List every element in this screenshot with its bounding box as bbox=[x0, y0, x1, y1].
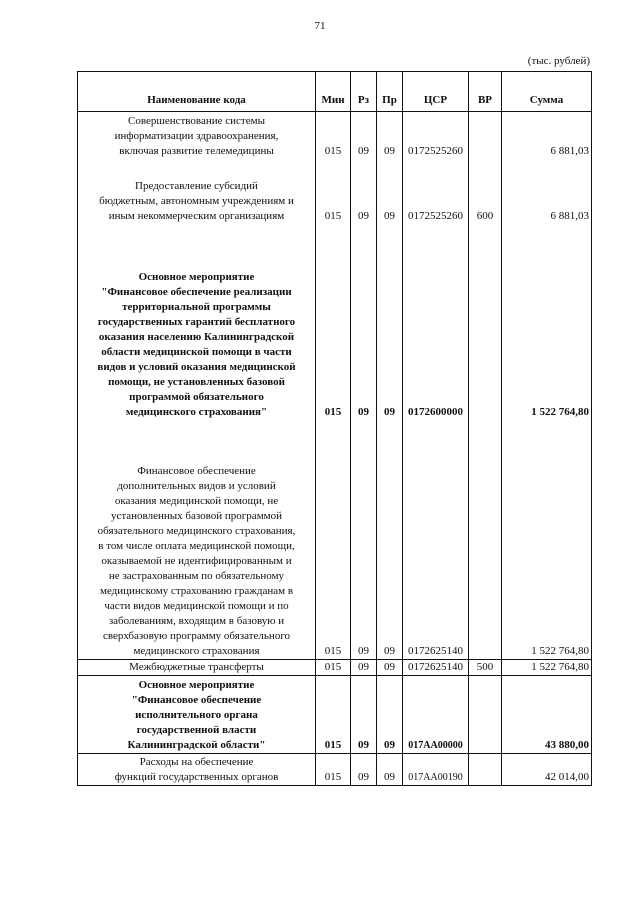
cell-name: Основное мероприятие "Финансовое обеспечение исполнительного органа государственной власти Калининградской области" bbox=[78, 676, 316, 754]
header-min: Мин bbox=[316, 72, 351, 112]
cell-sum: 43 880,00 bbox=[502, 676, 592, 754]
cell-csr: 0172625140 bbox=[403, 420, 469, 660]
cell-rz: 09 bbox=[351, 754, 377, 786]
header-pr: Пр bbox=[377, 72, 403, 112]
cell-pr: 09 bbox=[377, 676, 403, 754]
cell-rz: 09 bbox=[351, 224, 377, 420]
table-row bbox=[78, 676, 592, 754]
cell-sum: 6 881,03 bbox=[502, 112, 592, 159]
cell-min: 015 bbox=[316, 420, 351, 660]
header-sum: Сумма bbox=[502, 72, 592, 112]
cell-min: 015 bbox=[316, 112, 351, 159]
cell-rz: 09 bbox=[351, 112, 377, 159]
cell-vr bbox=[469, 224, 502, 420]
header-name: Наименование кода bbox=[78, 72, 316, 112]
cell-min: 015 bbox=[316, 224, 351, 420]
cell-csr: 0172525260 bbox=[403, 159, 469, 224]
cell-sum: 42 014,00 bbox=[502, 754, 592, 786]
table-row bbox=[78, 159, 592, 224]
cell-vr: 600 bbox=[469, 159, 502, 224]
cell-csr: 017АА00190 bbox=[403, 754, 469, 786]
cell-rz: 09 bbox=[351, 420, 377, 660]
cell-vr bbox=[469, 754, 502, 786]
cell-csr: 0172525260 bbox=[403, 112, 469, 159]
cell-pr: 09 bbox=[377, 159, 403, 224]
cell-name: Предоставление субсидий бюджетным, автономным учреждениям и иным некоммерческим организациям bbox=[78, 159, 316, 224]
cell-rz: 09 bbox=[351, 660, 377, 676]
cell-min: 015 bbox=[316, 159, 351, 224]
cell-rz: 09 bbox=[351, 159, 377, 224]
cell-min: 015 bbox=[316, 676, 351, 754]
cell-csr: 017АА00000 bbox=[403, 676, 469, 754]
cell-pr: 09 bbox=[377, 224, 403, 420]
cell-rz: 09 bbox=[351, 676, 377, 754]
table-header-row bbox=[78, 72, 592, 112]
cell-vr bbox=[469, 112, 502, 159]
table-row bbox=[78, 660, 592, 676]
cell-vr bbox=[469, 676, 502, 754]
table-row bbox=[78, 112, 592, 159]
header-rz: Рз bbox=[351, 72, 377, 112]
cell-name: Финансовое обеспечение дополнительных видов и условий оказания медицинской помощи, не установленных базовой программой обязательного медицинского страхования, в том числе оплата медицинской помощи, оказываемой не идентифицированным и не застрахованным по обязательному медицинскому страхованию гражданам в части видов медицинской помощи и по заболеваниям, входящим в базовую и сверхбазовую программу обязательного медицинского страхования bbox=[78, 420, 316, 660]
cell-pr: 09 bbox=[377, 660, 403, 676]
table-row bbox=[78, 754, 592, 786]
cell-vr bbox=[469, 420, 502, 660]
cell-min: 015 bbox=[316, 754, 351, 786]
cell-sum: 1 522 764,80 bbox=[502, 224, 592, 420]
table-row bbox=[78, 224, 592, 420]
table-row bbox=[78, 420, 592, 660]
cell-vr: 500 bbox=[469, 660, 502, 676]
cell-min: 015 bbox=[316, 660, 351, 676]
cell-sum: 1 522 764,80 bbox=[502, 420, 592, 660]
cell-pr: 09 bbox=[377, 420, 403, 660]
cell-csr: 0172600000 bbox=[403, 224, 469, 420]
cell-sum: 1 522 764,80 bbox=[502, 660, 592, 676]
cell-name: Совершенствование системы информатизации здравоохранения, включая развитие телемедицины bbox=[78, 112, 316, 159]
cell-sum: 6 881,03 bbox=[502, 159, 592, 224]
budget-table bbox=[77, 71, 592, 786]
page-number: 71 bbox=[314, 20, 326, 32]
units-label: (тыс. рублей) bbox=[527, 55, 590, 67]
header-vr: ВР bbox=[469, 72, 502, 112]
cell-pr: 09 bbox=[377, 754, 403, 786]
cell-csr: 0172625140 bbox=[403, 660, 469, 676]
cell-name: Основное мероприятие "Финансовое обеспечение реализации территориальной программы государственных гарантий бесплатного оказания населению Калининградской области медицинской помощи в части видов и условий оказания медицинской помощи, не установленных базовой программой обязательного медицинского страхования" bbox=[78, 224, 316, 420]
cell-name: Расходы на обеспечение функций государственных органов bbox=[78, 754, 316, 786]
cell-name: Межбюджетные трансферты bbox=[78, 660, 316, 676]
header-csr: ЦСР bbox=[403, 72, 469, 112]
cell-pr: 09 bbox=[377, 112, 403, 159]
